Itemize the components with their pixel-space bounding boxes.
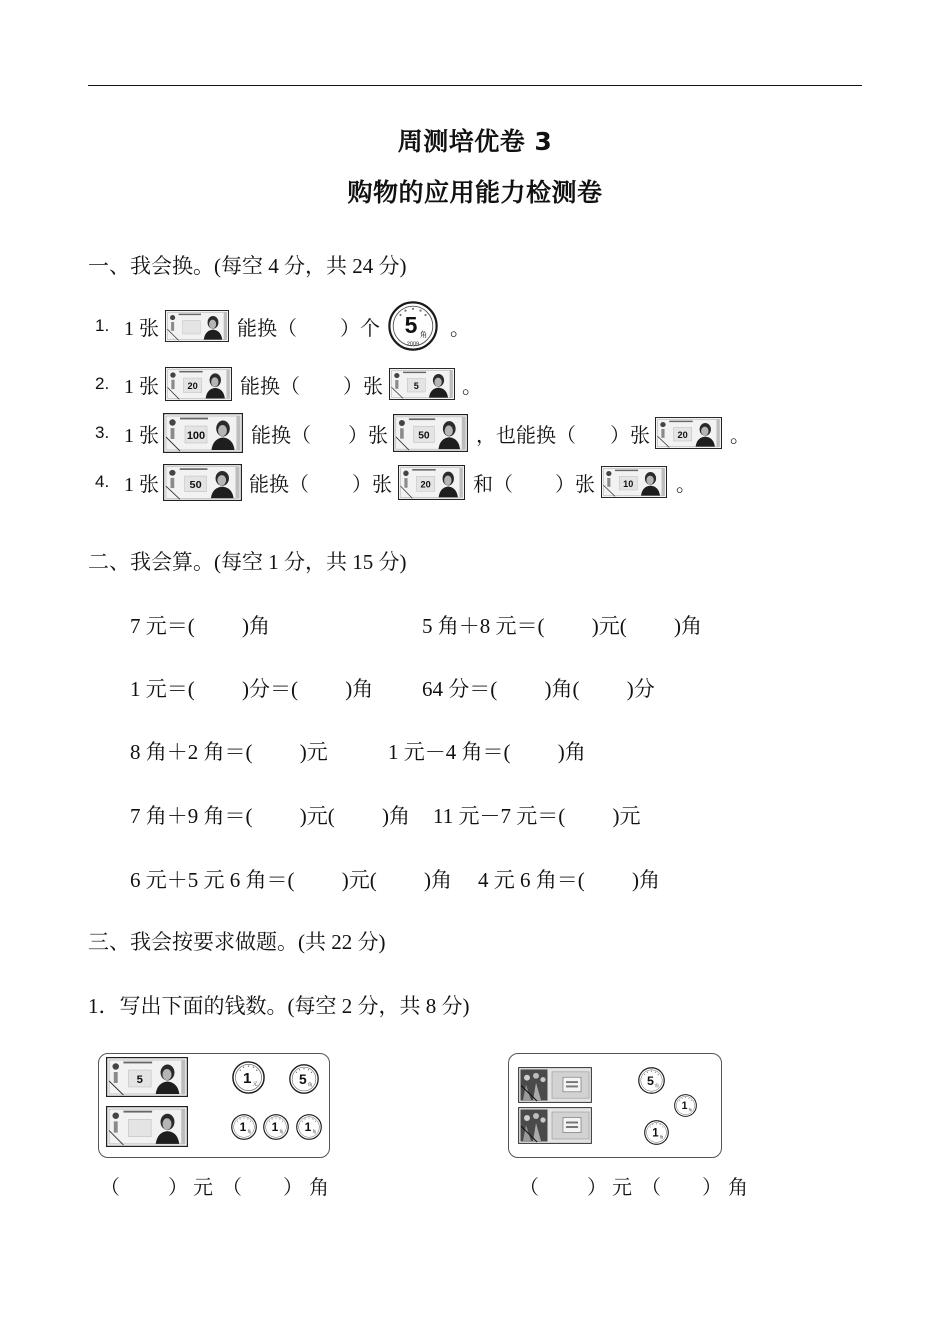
unit-yuan: 元 — [612, 1176, 632, 1199]
coin-1-jiao — [674, 1094, 697, 1117]
exchange-question-2 — [95, 358, 482, 410]
question-end: 。 — [676, 473, 696, 496]
banknote-100-yuan — [163, 413, 243, 453]
open-paren: （ — [641, 1176, 661, 1199]
answer-blank — [576, 423, 610, 443]
coin-value: 1 — [304, 1120, 312, 1135]
banknote-denomination: 100 — [186, 430, 206, 442]
old-banknote-artwork — [519, 1108, 592, 1144]
question-number: 3. — [95, 423, 110, 442]
coin-value: 1 — [652, 1127, 659, 1140]
coin-year: 2009 — [406, 341, 420, 348]
coin-5-jiao — [289, 1064, 319, 1094]
answer-blank — [309, 472, 352, 492]
section2-heading: 二、我会算。(每空 1 分，共 15 分) — [88, 550, 407, 574]
close-paren: ） — [702, 1176, 722, 1199]
coin-1-yuan — [232, 1061, 265, 1094]
close-paren: ） — [587, 1176, 607, 1199]
banknote-5-yuan — [389, 368, 455, 400]
banknote-10-yuan — [601, 466, 667, 498]
coin-unit: 角 — [688, 1108, 692, 1113]
question-text: ）个 — [340, 317, 380, 340]
coin-5-jiao — [388, 301, 438, 351]
banknote-artwork — [166, 368, 232, 401]
question-number: 2. — [95, 374, 110, 393]
old-banknote-image — [518, 1107, 592, 1144]
question-end: 。 — [730, 424, 750, 447]
answer-line-left — [100, 1170, 330, 1200]
coin-1-jiao — [263, 1114, 289, 1140]
open-paren: （ — [222, 1176, 242, 1199]
banknote-denomination: 50 — [418, 430, 430, 442]
coin-value: 5 — [646, 1073, 654, 1088]
coin-unit: 角 — [307, 1082, 313, 1088]
equation-4-right: 11 元－7 元＝( )元 — [433, 804, 641, 828]
banknote-denomination: 20 — [187, 381, 198, 392]
equation-5-right: 4 元 6 角＝( )角 — [478, 868, 660, 892]
coin-unit: 元 — [252, 1082, 258, 1088]
equation-5-left: 6 元＋5 元 6 角＝( )元( )角 — [130, 868, 452, 892]
banknote-artwork — [601, 466, 666, 497]
banknote-artwork — [164, 464, 242, 500]
banknote-image — [165, 310, 229, 342]
question-text: 能换（ — [240, 375, 300, 398]
open-paren: （ — [519, 1176, 539, 1199]
answer-blank — [300, 374, 343, 394]
question-lead: 1 张 — [124, 317, 159, 340]
banknote-denomination: 50 — [189, 478, 202, 491]
banknote-5-yuan — [106, 1057, 188, 1097]
banknote-denomination: 10 — [623, 478, 634, 489]
coin-unit: 角 — [419, 330, 428, 339]
answer-blank — [311, 423, 348, 443]
unit-jiao: 角 — [309, 1176, 329, 1199]
coin-unit: 角 — [659, 1135, 664, 1140]
banknote-20-yuan — [398, 465, 465, 500]
equation-2-right: 64 分＝( )角( )分 — [422, 677, 655, 701]
banknote-artwork — [165, 310, 228, 341]
old-banknote-artwork — [519, 1068, 592, 1103]
answer-blank — [297, 316, 340, 336]
page-title: 周测培优卷 3 — [397, 127, 553, 156]
coin-value: 5 — [298, 1071, 307, 1087]
open-paren: （ — [100, 1176, 120, 1199]
coin-value: 1 — [271, 1120, 279, 1135]
section3-heading: 三、我会按要求做题。(共 22 分) — [88, 930, 386, 954]
coin-value: 1 — [681, 1100, 688, 1113]
section1-heading: 一、我会换。(每空 4 分，共 24 分) — [88, 254, 407, 278]
question-text: 能换（ — [237, 317, 297, 340]
question-text: ）张 — [352, 473, 392, 496]
question-text: ）张 — [348, 424, 388, 447]
banknote-artwork — [394, 415, 468, 452]
banknote-50-yuan — [393, 414, 468, 452]
exchange-question-3 — [95, 407, 750, 459]
question-text: ，也能换（ — [476, 424, 576, 447]
unit-yuan: 元 — [193, 1176, 213, 1199]
question-lead: 1 张 — [124, 424, 159, 447]
equation-3-right: 1 元－4 角＝( )角 — [388, 740, 586, 764]
coin-1-jiao — [644, 1120, 669, 1145]
banknote-artwork — [399, 465, 465, 499]
equation-2-left: 1 元＝( )分＝( )角 — [130, 677, 374, 701]
close-paren: ） — [283, 1176, 303, 1199]
banknote-denomination: 20 — [677, 429, 688, 440]
banknote-artwork — [389, 368, 454, 399]
banknote-artwork — [656, 417, 722, 448]
answer-line-right — [519, 1170, 749, 1200]
coin-value: 1 — [242, 1069, 252, 1087]
question-lead: 1 张 — [124, 375, 159, 398]
question-number: 4. — [95, 472, 110, 491]
money-box-left — [98, 1053, 330, 1158]
banknote-image — [106, 1106, 188, 1147]
question-text: ）张 — [555, 473, 595, 496]
question-end: 。 — [450, 317, 470, 340]
question-end: 。 — [462, 375, 482, 398]
equation-1-right: 5 角＋8 元＝( )元( )角 — [422, 614, 702, 638]
banknote-20-yuan — [165, 367, 232, 401]
exchange-question-4 — [95, 456, 696, 508]
banknote-artwork — [107, 1058, 188, 1097]
coin-unit: 角 — [312, 1130, 317, 1135]
coin-5-jiao — [638, 1067, 665, 1094]
question-text: 和（ — [473, 473, 513, 496]
question-text: 能换（ — [249, 473, 309, 496]
banknote-50-yuan — [163, 464, 242, 501]
money-box-right — [508, 1053, 722, 1158]
equation-4-left: 7 角＋9 角＝( )元( )角 — [130, 804, 410, 828]
page-subtitle: 购物的应用能力检测卷 — [347, 178, 603, 207]
exchange-question-1 — [95, 300, 470, 352]
question-number: 1. — [95, 316, 110, 335]
coin-value: 5 — [404, 312, 418, 338]
question-text: ）张 — [343, 375, 383, 398]
top-rule — [88, 85, 862, 86]
banknote-denomination: 20 — [420, 478, 431, 490]
question-text: ）张 — [610, 424, 650, 447]
question-lead: 1 张 — [124, 473, 159, 496]
banknote-artwork — [107, 1107, 188, 1147]
coin-unit: 角 — [654, 1082, 659, 1088]
equation-3-left: 8 角＋2 角＝( )元 — [130, 740, 328, 764]
coin-unit: 角 — [247, 1130, 252, 1135]
coin-unit: 角 — [279, 1130, 284, 1135]
section3-question-1: 1．写出下面的钱数。(每空 2 分，共 8 分) — [88, 994, 470, 1018]
coin-1-jiao — [231, 1114, 257, 1140]
answer-blank — [513, 472, 555, 492]
banknote-denomination: 5 — [413, 380, 419, 391]
question-text: 能换（ — [251, 424, 311, 447]
old-banknote-image — [518, 1067, 592, 1103]
equation-1-left: 7 元＝( )角 — [130, 614, 270, 638]
close-paren: ） — [168, 1176, 188, 1199]
banknote-denomination: 5 — [136, 1074, 143, 1086]
coin-1-jiao — [296, 1114, 322, 1140]
unit-jiao: 角 — [728, 1176, 748, 1199]
banknote-20-yuan — [655, 417, 722, 449]
coin-value: 1 — [239, 1120, 247, 1135]
